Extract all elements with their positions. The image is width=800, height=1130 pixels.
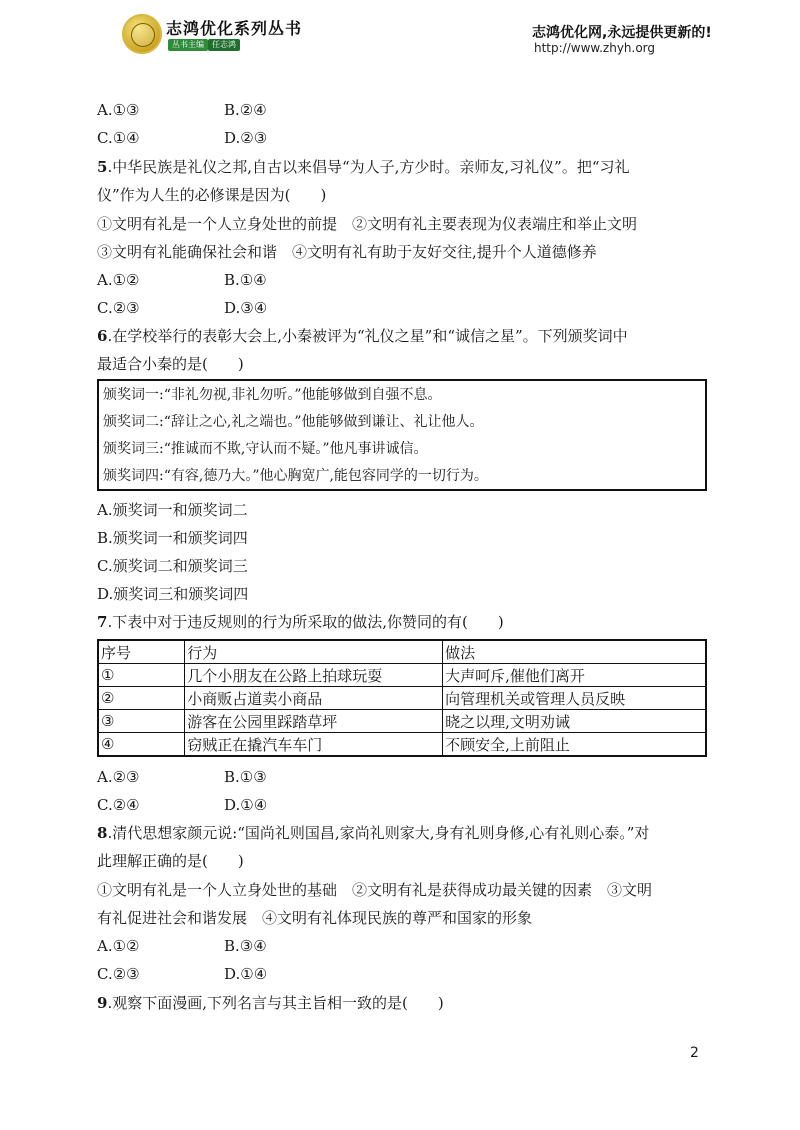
- q7-option-d[interactable]: D.①④: [224, 796, 268, 814]
- q8-option-d[interactable]: D.①④: [224, 965, 268, 983]
- q7-stem-line: [97, 612, 504, 632]
- q5-stem-text-1: .中华民族是礼仪之邦,自古以来倡导“为人子,方少时。亲师友,习礼仪”。把“习礼: [107, 158, 630, 176]
- q5-option-b[interactable]: B.①④: [224, 271, 267, 289]
- q8-items-line-1: ①文明有礼是一个人立身处世的基础 ②文明有礼是获得成功最关键的因素 ③文明: [97, 881, 653, 899]
- table-header-index: 序号: [98, 640, 185, 664]
- q8-items-line-2: 有礼促进社会和谐发展 ④文明有礼体现民族的尊严和国家的形象: [97, 909, 533, 927]
- q6-stem-line-1: [97, 326, 628, 346]
- q7-option-c[interactable]: C.②④: [97, 796, 140, 814]
- table-header-row: [98, 640, 706, 664]
- q8-option-c[interactable]: C.②③: [97, 965, 140, 983]
- table-header-behavior: 行为: [185, 640, 443, 664]
- table-row: [98, 733, 706, 757]
- q8-stem-line-2: 此理解正确的是( ): [97, 852, 244, 870]
- behavior-table: [97, 639, 707, 757]
- award-speech-3: 颁奖词三:“推诚而不欺,守认而不疑。”他凡事讲诚信。: [103, 441, 428, 457]
- q5-options-row-2: [97, 298, 268, 318]
- page-number: 2: [690, 1045, 699, 1061]
- q5-stem-line-2: 仪”作为人生的必修课是因为( ): [97, 186, 327, 204]
- series-title: 志鸿优化系列丛书: [166, 19, 303, 38]
- site-url[interactable]: http://www.zhyh.org: [534, 41, 656, 55]
- q5-number: 5: [97, 158, 108, 176]
- q5-option-c[interactable]: C.②③: [97, 299, 140, 317]
- q7-option-b[interactable]: B.①③: [224, 768, 267, 786]
- q7-option-a[interactable]: A.②③: [97, 768, 140, 786]
- q6-number: 6: [97, 327, 108, 345]
- editor-name-tag: 任志鸿: [208, 39, 240, 51]
- table-cell-index: ①: [98, 664, 185, 687]
- q4-option-d[interactable]: D.②③: [224, 129, 268, 147]
- q6-stem-line-2: 最适合小秦的是( ): [97, 355, 244, 373]
- q7-options-row-1: [97, 767, 267, 787]
- table-cell-behavior: 小商贩占道卖小商品: [185, 687, 443, 710]
- q7-number: 7: [97, 613, 108, 631]
- q4-options-row-2: [97, 128, 268, 148]
- q5-option-a[interactable]: A.①②: [97, 271, 140, 289]
- award-speech-1: 颁奖词一:“非礼勿视,非礼勿听。”他能够做到自强不息。: [103, 387, 442, 403]
- q8-option-b[interactable]: B.③④: [224, 937, 267, 955]
- award-speech-2: 颁奖词二:“辞让之心,礼之端也。”他能够做到谦让、礼让他人。: [103, 414, 484, 430]
- q5-items-line-1: ①文明有礼是一个人立身处世的前提 ②文明有礼主要表现为仪表端庄和举止文明: [97, 215, 638, 233]
- q9-stem-text: .观察下面漫画,下列名言与其主旨相一致的是( ): [107, 994, 444, 1012]
- table-cell-index: ③: [98, 710, 185, 733]
- table-cell-index: ④: [98, 733, 185, 757]
- award-speech-4: 颁奖词四:“有容,德乃大。”他心胸宽广,能包容同学的一切行为。: [103, 468, 488, 484]
- editor-tag: 丛书主编: [168, 39, 208, 51]
- q7-stem-text: .下表中对于违反规则的行为所采取的做法,你赞同的有( ): [107, 613, 504, 631]
- q8-number: 8: [97, 824, 108, 842]
- q4-option-a[interactable]: A.①③: [97, 101, 140, 119]
- table-cell-index: ②: [98, 687, 185, 710]
- q6-option-d[interactable]: D.颁奖词三和颁奖词四: [97, 585, 249, 603]
- table-cell-action: 晓之以理,文明劝诫: [443, 710, 706, 733]
- q6-option-a[interactable]: A.颁奖词一和颁奖词二: [97, 501, 248, 519]
- q5-option-d[interactable]: D.③④: [224, 299, 268, 317]
- q8-option-a[interactable]: A.①②: [97, 937, 140, 955]
- q8-options-row-1: [97, 936, 267, 956]
- site-slogan: 志鸿优化网,永远提供更新的!: [532, 25, 712, 41]
- table-cell-behavior: 几个小朋友在公路上拍球玩耍: [185, 664, 443, 687]
- q7-options-row-2: [97, 795, 268, 815]
- table-cell-behavior: 游客在公园里踩踏草坪: [185, 710, 443, 733]
- q5-options-row-1: [97, 270, 267, 290]
- q4-options-row-1: [97, 100, 267, 120]
- table-header-action: 做法: [443, 640, 706, 664]
- q8-stem-line-1: [97, 823, 649, 843]
- q8-options-row-2: [97, 964, 268, 984]
- q6-stem-text-1: .在学校举行的表彰大会上,小秦被评为“礼仪之星”和“诚信之星”。下列颁奖词中: [107, 327, 628, 345]
- table-cell-action: 大声呵斥,催他们离开: [443, 664, 706, 687]
- table-cell-behavior: 窃贼正在撬汽车车门: [185, 733, 443, 757]
- series-logo-icon: [122, 14, 162, 54]
- q8-stem-text-1: .清代思想家颜元说:“国尚礼则国昌,家尚礼则家大,身有礼则身修,心有礼则心泰。”对: [107, 824, 650, 842]
- q4-option-b[interactable]: B.②④: [224, 101, 267, 119]
- q9-number: 9: [97, 994, 108, 1012]
- q6-option-b[interactable]: B.颁奖词一和颁奖词四: [97, 529, 248, 547]
- table-cell-action: 不顾安全,上前阻止: [443, 733, 706, 757]
- q5-stem-line-1: [97, 157, 630, 177]
- q5-items-line-2: ③文明有礼能确保社会和谐 ④文明有礼有助于友好交往,提升个人道德修养: [97, 243, 597, 261]
- table-cell-action: 向管理机关或管理人员反映: [443, 687, 706, 710]
- table-row: [98, 710, 706, 733]
- award-speech-box: [97, 379, 707, 491]
- table-row: [98, 687, 706, 710]
- q6-option-c[interactable]: C.颁奖词二和颁奖词三: [97, 557, 248, 575]
- page-header: [0, 0, 800, 70]
- table-row: [98, 664, 706, 687]
- q4-option-c[interactable]: C.①④: [97, 129, 140, 147]
- q9-stem-line: [97, 993, 444, 1013]
